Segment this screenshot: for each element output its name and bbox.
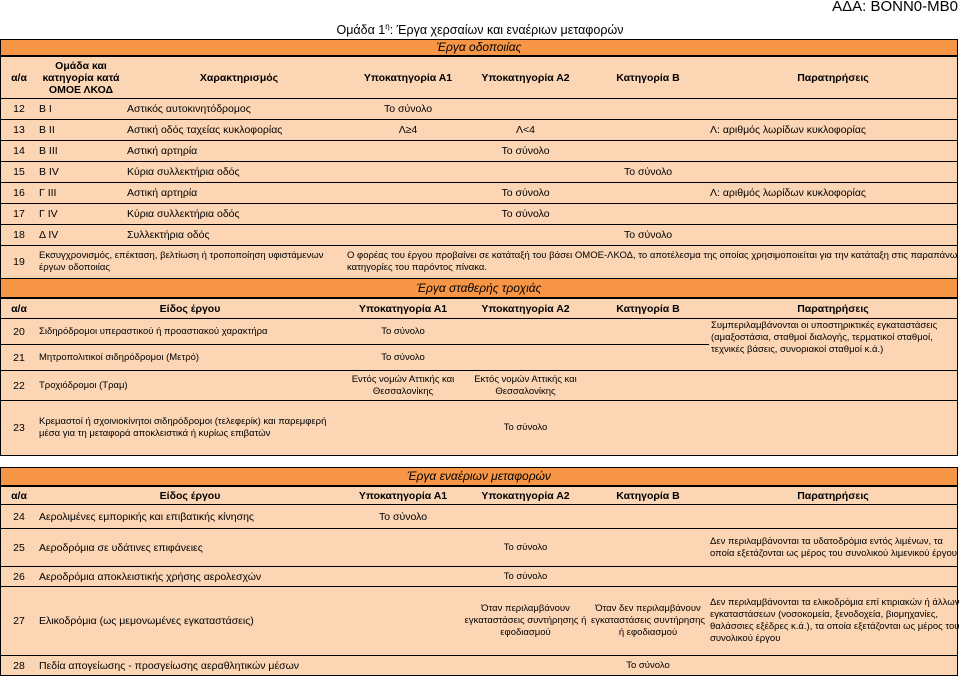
row-a2 <box>463 505 588 528</box>
row-number: 26 <box>13 570 25 583</box>
row-description: Αστική αρτηρία <box>127 145 198 157</box>
row-remarks: Δεν περιλαμβάνονται τα ελικοδρόμια επί κτιριακών ή άλλων εγκαταστάσεων (νοσοκομεία, ξενοδοχεία, βιομηχανίες, θαλάσσιες εξέδρες κ.ά.), τα οποία εξετάζονται ως μέρος του συνολικού έργου <box>710 597 960 644</box>
row-b <box>588 345 708 370</box>
table-row <box>0 140 958 161</box>
row-remarks <box>708 656 960 675</box>
row-remarks: Λ: αριθμός λωρίδων κυκλοφορίας <box>710 187 866 199</box>
table-row <box>0 504 958 528</box>
row-description: Αεροδρόμια σε υδάτινες επιφάνειες <box>39 541 203 554</box>
row-a1 <box>343 401 463 455</box>
header-remarks: Παρατηρήσεις <box>797 489 869 502</box>
table-row <box>0 655 958 675</box>
row-a1 <box>343 656 463 675</box>
rail-header-row <box>0 298 958 318</box>
row-remarks <box>708 225 960 245</box>
row-a1 <box>343 529 463 566</box>
row-number: 21 <box>13 351 25 364</box>
row-remarks <box>708 99 960 119</box>
table-row <box>0 586 958 655</box>
row-remarks <box>708 162 960 182</box>
road-header-row <box>0 56 958 98</box>
table-row <box>0 245 958 278</box>
row-description: Ελικοδρόμια (ως μεμονωμένες εγκαταστάσεις) <box>39 615 254 627</box>
row-group: Β Ι <box>39 103 52 115</box>
row-a1: Εντός νομών Αττικής και Θεσσαλονίκης <box>351 373 455 397</box>
row-b <box>588 120 708 140</box>
row-b: Το σύνολο <box>623 166 673 178</box>
row-remarks <box>708 204 960 224</box>
row-a2 <box>463 225 588 245</box>
row-group: Γ ΙΙΙ <box>39 187 57 199</box>
row-a1 <box>353 225 463 245</box>
row-a1: Το σύνολο <box>381 351 425 363</box>
row-b: Το σύνολο <box>626 659 670 671</box>
row-b: Όταν δεν περιλαμβάνουν εγκαταστάσεις συντήρησης ή εφοδιασμού <box>591 603 705 638</box>
table-row <box>0 182 958 203</box>
row-b <box>588 567 708 586</box>
row-description: Κύρια συλλεκτήρια οδός <box>127 166 240 178</box>
row-a1 <box>343 567 463 586</box>
row-b <box>588 183 708 203</box>
header-b: Κατηγορία Β <box>616 302 680 315</box>
row-a2: Το σύνολο <box>503 570 548 582</box>
row-description: Σιδηρόδρομοι υπεραστικού ή προαστιακού χαρακτήρα <box>39 325 268 337</box>
table-row <box>0 566 958 586</box>
row-group: Β ΙΙ <box>39 124 55 136</box>
header-a1: Υποκατηγορία Α1 <box>358 302 448 315</box>
row-a1: Το σύνολο <box>383 103 433 115</box>
row-a1 <box>353 141 463 161</box>
row-a1: Λ≥4 <box>398 124 418 136</box>
row-b <box>588 401 708 455</box>
row-group: Β ΙΙΙ <box>39 145 58 157</box>
row-remarks: Δεν περιλαμβάνονται τα υδατοδρόμια εντός λιμένων, τα οποία εξετάζονται ως μέρος του συνολικού λιμενικού έργου <box>710 535 957 559</box>
row-description: Πεδία απογείωσης - προσγείωσης αεραθλητικών μέσων <box>39 659 300 672</box>
row-remarks <box>708 505 960 528</box>
row-b <box>588 505 708 528</box>
row-a2: Το σύνολο <box>503 541 548 553</box>
row-number: 14 <box>13 145 25 157</box>
row-remarks <box>708 567 960 586</box>
row-note: Ο φορέας του έργου προβαίνει σε κατάταξή του βάσει ΟΜΟΕ-ΛΚΟΔ, το αποτέλεσμα της οποίας χρησιμοποιείται για την κατάταξη στις παραπάνω κατηγορίες του παρόντος πίνακα. <box>347 250 958 273</box>
row-description: Κύρια συλλεκτήρια οδός <box>127 208 240 220</box>
row-number: 23 <box>13 422 25 434</box>
header-b: Κατηγορία Β <box>616 489 680 502</box>
table-row <box>0 98 958 119</box>
row-description: Αστική αρτηρία <box>127 187 198 199</box>
row-remarks: Λ: αριθμός λωρίδων κυκλοφορίας <box>710 124 866 136</box>
row-number: 13 <box>13 124 25 136</box>
air-header-row <box>0 486 958 504</box>
row-group: Β ΙV <box>39 166 59 178</box>
header-aa: α/α <box>11 489 27 502</box>
header-aa: α/α <box>11 71 27 84</box>
section-road: Έργα οδοποιίας <box>0 39 958 56</box>
row-description: Αερολιμένες εμπορικής και επιβατικής κίνησης <box>39 510 254 523</box>
row-description: Εκσυγχρονισμός, επέκταση, βελτίωση ή τροποποίηση υφιστάμενων έργων οδοποιίας <box>39 250 324 273</box>
row-a2 <box>463 99 588 119</box>
table-row <box>0 224 958 245</box>
row-number: 24 <box>13 510 25 523</box>
row-description: Τροχιόδρομοι (Τραμ) <box>39 379 128 391</box>
row-description: Μητροπολιτικοί σιδηρόδρομοι (Μετρό) <box>39 351 200 363</box>
row-number: 25 <box>13 541 25 554</box>
header-type: Είδος έργου <box>159 302 221 315</box>
document-id: ΑΔΑ: ΒΟΝΝ0-ΜΒ0 <box>832 0 958 15</box>
header-group: Ομάδα και κατηγορία κατά ΟΜΟΕ ΛΚΟΔ <box>42 59 120 96</box>
table-row <box>0 203 958 224</box>
row-a2 <box>463 162 588 182</box>
row-description: Αστική οδός ταχείας κυκλοφορίας <box>127 124 283 136</box>
row-a1: Το σύνολο <box>378 510 428 523</box>
row-a1 <box>353 183 463 203</box>
row-number: 12 <box>13 103 25 115</box>
table-row <box>0 370 958 400</box>
row-a1 <box>353 204 463 224</box>
row-a2: Λ<4 <box>516 124 535 136</box>
row-group: Δ ΙV <box>39 229 59 241</box>
row-number: 27 <box>13 615 25 627</box>
row-number: 16 <box>13 187 25 199</box>
row-a2: Το σύνολο <box>501 187 550 199</box>
row-description: Κρεμαστοί ή σχοινιοκίνητοι σιδηρόδρομοι (τελεφερίκ) και παρεμφερή μέσα για τη μεταφορά αποκλειστικά ή κυρίως επιβατών <box>39 416 327 439</box>
table-row <box>0 119 958 140</box>
header-a2: Υποκατηγορία Α2 <box>481 302 570 315</box>
row-number: 28 <box>13 659 25 672</box>
row-number: 15 <box>13 166 25 178</box>
header-type: Είδος έργου <box>159 489 221 502</box>
table-row <box>0 161 958 182</box>
row-b <box>588 141 708 161</box>
row-description: Αεροδρόμια αποκλειστικής χρήσης αερολεσχών <box>39 570 262 583</box>
row-number: 22 <box>13 379 25 392</box>
row-b <box>588 529 708 566</box>
row-description: Αστικός αυτοκινητόδρομος <box>127 103 251 115</box>
row-number: 20 <box>13 325 25 338</box>
header-remarks: Παρατηρήσεις <box>797 71 869 84</box>
row-remarks <box>708 141 960 161</box>
header-remarks: Παρατηρήσεις <box>797 302 869 315</box>
row-a2: Το σύνολο <box>501 208 550 220</box>
row-group: Γ ΙV <box>39 208 58 220</box>
row-a1 <box>353 162 463 182</box>
row-b <box>588 99 708 119</box>
group-title-rest: : Έργα χερσαίων και εναέριων μεταφορών <box>389 23 624 38</box>
row-a1: Το σύνολο <box>381 325 425 337</box>
row-a2 <box>463 656 588 675</box>
rail-bottom-border <box>0 455 958 456</box>
header-b: Κατηγορία Β <box>616 71 680 84</box>
group-title-text: Ομάδα 1 <box>336 23 386 38</box>
group-title-sup: η <box>385 22 390 31</box>
row-description: Συλλεκτήρια οδός <box>127 229 210 241</box>
row-number: 18 <box>13 229 25 241</box>
rail-remark: Συμπεριλαμβάνονται οι υποστηρικτικές εγκαταστάσεις (αμαξοστάσια, σταθμοί διαλογής, τερματικοί σταθμοί, τεχνικές βάσεις, συνοριακοί σταθμοί κ.ά.) <box>709 320 957 370</box>
header-a1: Υποκατηγορία Α1 <box>363 71 453 84</box>
row-b <box>588 371 708 400</box>
row-a2: Εκτός νομών Αττικής και Θεσσαλονίκης <box>474 373 577 397</box>
header-a2: Υποκατηγορία Α2 <box>481 71 570 84</box>
row-b: Το σύνολο <box>623 229 673 241</box>
header-a1: Υποκατηγορία Α1 <box>358 489 448 502</box>
row-a2 <box>463 345 588 370</box>
table-row <box>0 400 958 455</box>
header-a2: Υποκατηγορία Α2 <box>481 489 570 502</box>
header-characterization: Χαρακτηρισμός <box>199 71 279 84</box>
row-number: 17 <box>13 208 25 220</box>
row-b <box>588 319 708 344</box>
row-a2: Το σύνολο <box>501 145 550 157</box>
group-title <box>0 18 960 36</box>
header-aa: α/α <box>11 302 27 315</box>
table-row <box>0 528 958 566</box>
row-a2 <box>463 319 588 344</box>
row-b <box>588 204 708 224</box>
row-a2: Όταν περιλαμβάνουν εγκαταστάσεις συντήρησης ή εφοδιασμού <box>464 603 587 638</box>
row-a2: Το σύνολο <box>503 422 548 433</box>
row-a1 <box>343 587 463 655</box>
section-rail: Έργα σταθερής τροχιάς <box>0 278 958 298</box>
section-air: Έργα εναέριων μεταφορών <box>0 467 958 486</box>
row-number: 19 <box>13 256 25 268</box>
